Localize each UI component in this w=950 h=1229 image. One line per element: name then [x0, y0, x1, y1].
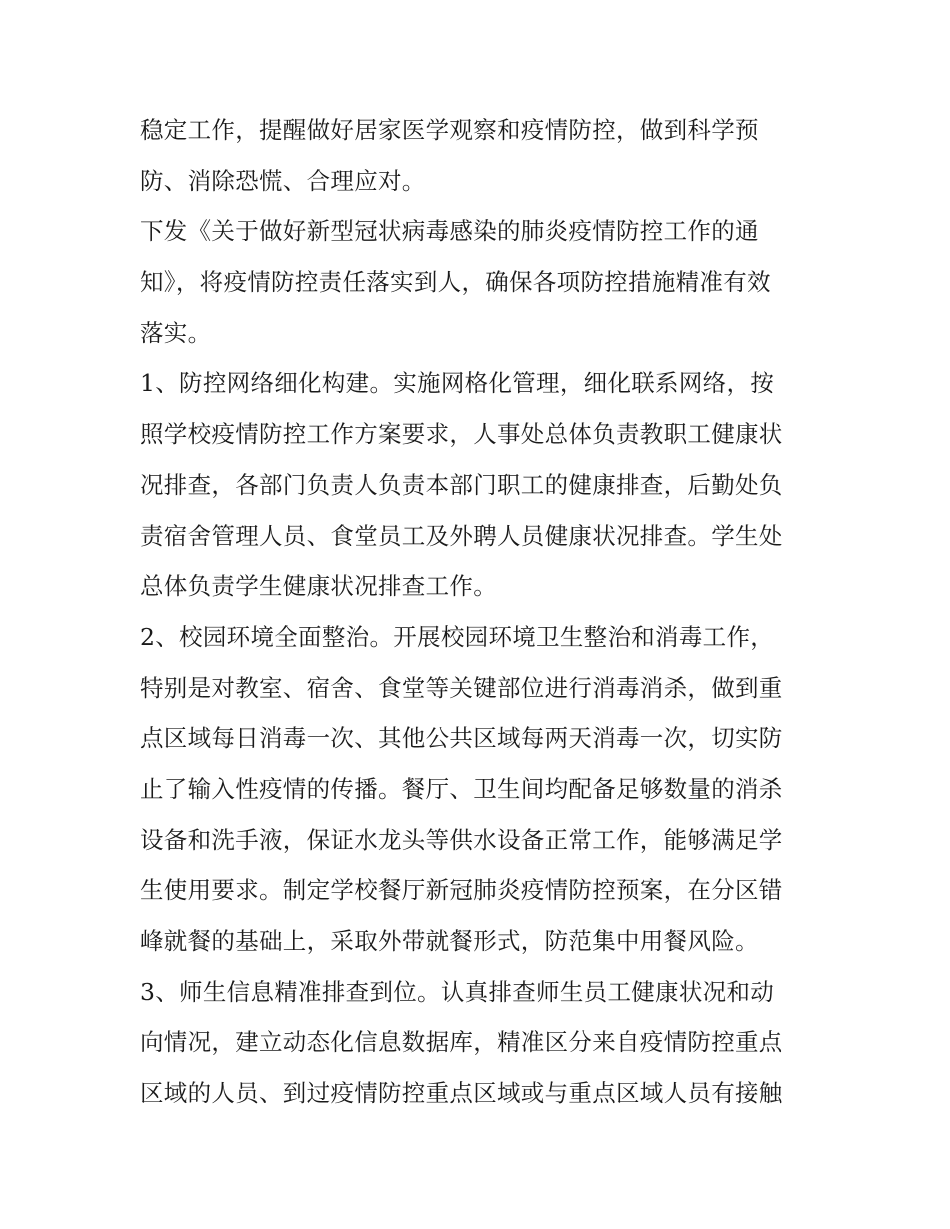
text-line: 防、消除恐慌、合理应对。 — [140, 166, 426, 195]
text-line: 止了输入性疫情的传播。餐厅、卫生间均配备足够数量的消杀 — [140, 774, 783, 803]
text-line: 向情况，建立动态化信息数据库，精准区分来自疫情防控重点 — [140, 1028, 783, 1057]
document-body — [140, 105, 820, 1119]
text-line: 生使用要求。制定学校餐厅新冠肺炎疫情防控预案，在分区错 — [140, 876, 783, 905]
text-line: 区域的人员、到过疫情防控重点区域或与重点区域人员有接触 — [140, 1079, 783, 1108]
text-line: 下发《关于做好新型冠状病毒感染的肺炎疫情防控工作的通 — [140, 217, 759, 246]
text-line: 3、师生信息精准排查到位。认真排查师生员工健康状况和动 — [140, 977, 775, 1006]
text-line: 点区域每日消毒一次、其他公共区域每两天消毒一次，切实防 — [140, 724, 783, 753]
text-line: 1、防控网络细化构建。实施网格化管理，细化联系网络，按 — [140, 369, 775, 398]
text-line: 峰就餐的基础上，采取外带就餐形式，防范集中用餐风险。 — [140, 927, 759, 955]
text-line: 落实。 — [140, 318, 212, 347]
text-line: 况排查，各部门负责人负责本部门职工的健康排查，后勤处负 — [140, 470, 783, 499]
text-line: 总体负责学生健康状况排查工作。 — [140, 572, 497, 601]
text-line: 设备和洗手液，保证水龙头等供水设备正常工作，能够满足学 — [140, 825, 783, 854]
text-line: 稳定工作，提醒做好居家医学观察和疫情防控，做到科学预 — [140, 116, 759, 144]
text-line: 责宿舍管理人员、食堂员工及外聘人员健康状况排查。学生处 — [140, 521, 783, 550]
text-line: 2、校园环境全面整治。开展校园环境卫生整治和消毒工作， — [140, 622, 775, 651]
text-line: 特别是对教室、宿舍、食堂等关键部位进行消毒消杀，做到重 — [140, 673, 783, 702]
text-line: 知》，将疫情防控责任落实到人，确保各项防控措施精准有效 — [140, 268, 771, 297]
text-line: 照学校疫情防控工作方案要求，人事处总体负责教职工健康状 — [140, 420, 783, 449]
